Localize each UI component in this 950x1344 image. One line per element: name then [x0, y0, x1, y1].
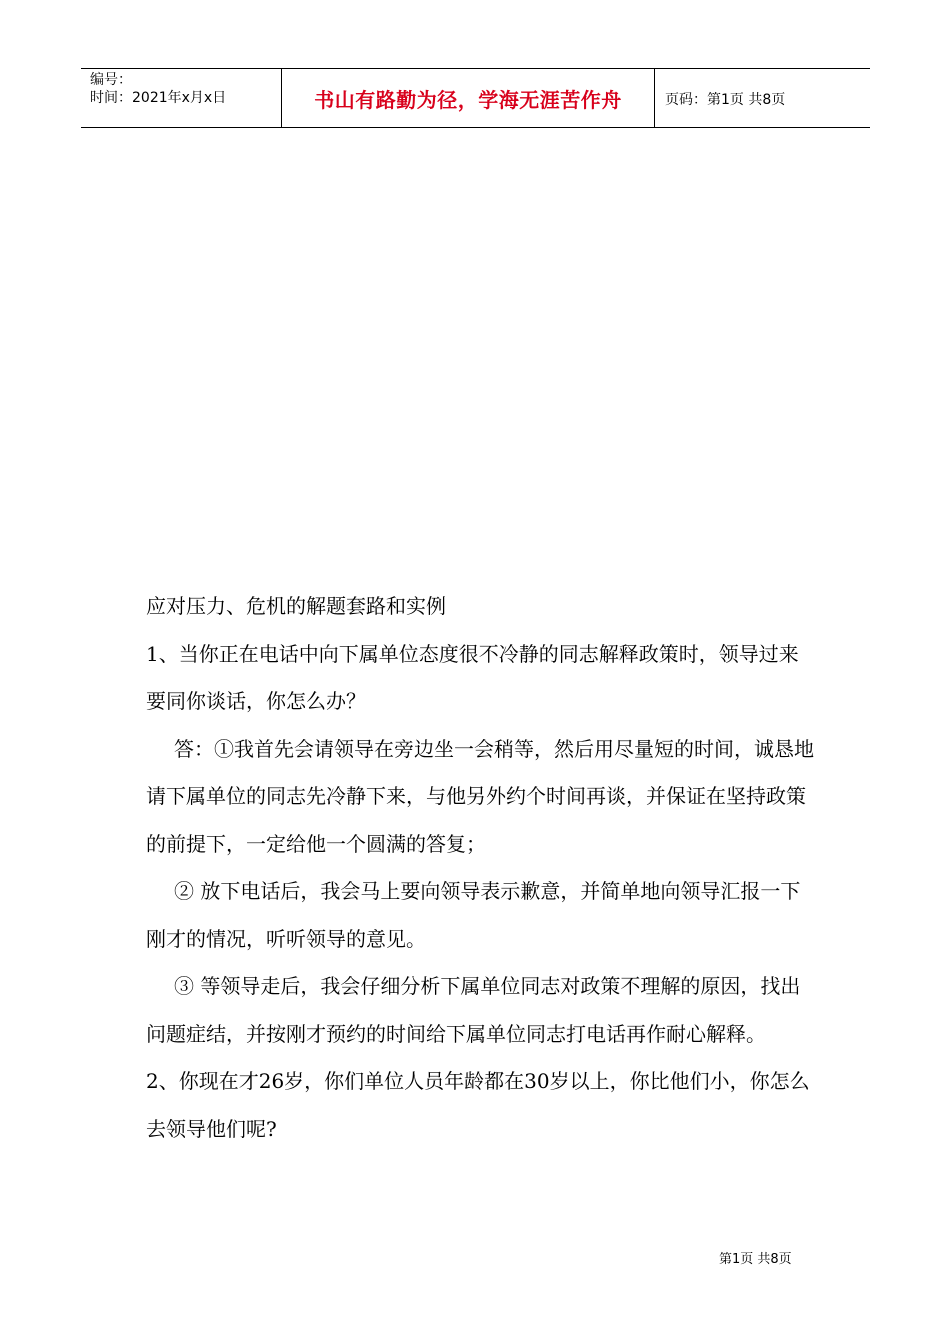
header-page-info: 页码：第1页 共8页 — [665, 92, 786, 108]
header-meta — [81, 69, 281, 127]
answer-1-part-1: 答：①我首先会请领导在旁边坐一会稍等，然后用尽量短的时间，诚恳地请下属单位的同志先冷静下来，与他另外约个时间再谈，并保证在坚持政策的前提下，一定给他一个圆满的答复； — [146, 736, 814, 856]
document-title: 应对压力、危机的解题套路和实例 — [146, 594, 446, 618]
page-header — [81, 68, 870, 128]
date-label: 时间：2021年x月x日 — [90, 90, 227, 106]
answer-1-part-3: ③ 等领导走后，我会仔细分析下属单位同志对政策不理解的原因，找出问题症结，并按刚才预约的时间给下属单位同志打电话再作耐心解释。 — [146, 974, 801, 1046]
question-2: 2、你现在才26岁，你们单位人员年龄都在30岁以上，你比他们小，你怎么去领导他们呢? — [146, 1069, 810, 1141]
header-motto: 书山有路勤为径，学海无涯苦作舟 — [314, 87, 622, 112]
answer-1-part-2: ② 放下电话后，我会马上要向领导表示歉意，并简单地向领导汇报一下刚才的情况，听听领导的意见。 — [146, 879, 801, 951]
question-1: 1、当你正在电话中向下属单位态度很不冷静的同志解释政策时，领导过来要同你谈话，你怎么办？ — [146, 641, 799, 713]
number-label: 编号： — [90, 72, 132, 88]
header-divider — [654, 69, 655, 127]
document-body — [146, 583, 816, 1153]
page-footer: 第1页 共8页 — [719, 1252, 792, 1267]
